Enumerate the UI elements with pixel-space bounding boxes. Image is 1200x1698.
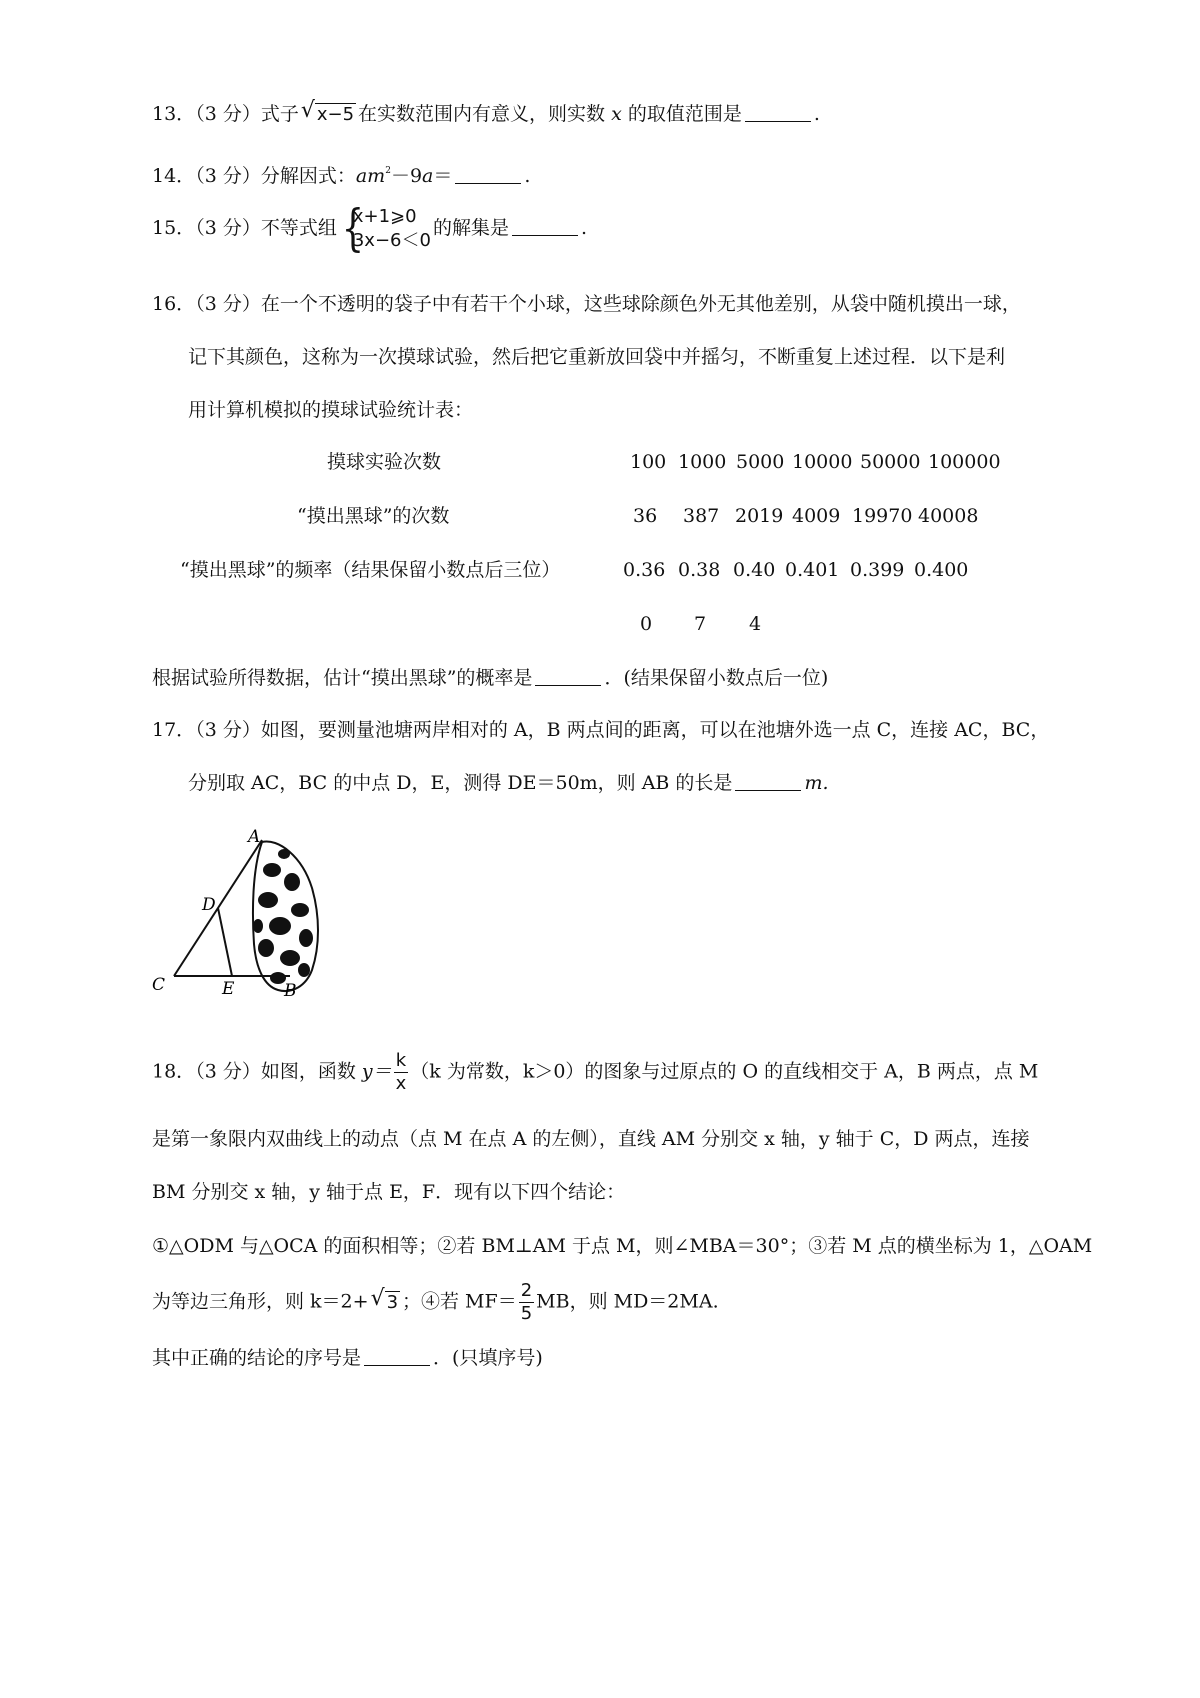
question-18-line-2: 是第一象限内双曲线上的动点（点 M 在点 A 的左侧），直线 AM 分别交 x 轴，y 轴于 C，D 两点，连接 [152,1128,1030,1150]
question-text: 分解因式： [260,165,356,187]
expression-rest: －9 [390,165,423,187]
table-cell-wrap: 7 [694,613,707,635]
pond-figure [152,827,360,1010]
question-18-line-5 [152,1280,719,1325]
inequality-system [339,199,431,257]
question-text: 为等边三角形，则 k＝2+ [152,1290,369,1313]
question-score: （3 分） [195,217,261,239]
question-text: 式子 [260,103,299,125]
question-text: 根据试验所得数据，估计“摸出黑球”的概率是 [152,667,533,689]
question-17-line-2 [188,769,829,797]
answer-blank [364,1345,430,1366]
question-text: 的取值范围是 [627,103,742,125]
question-16-line-3: 用计算机模拟的摸球试验统计表： [188,399,474,421]
question-text: 其中正确的结论的序号是 [152,1347,362,1369]
label-a: A [248,827,261,847]
question-16-line-4 [152,664,828,692]
question-text: MB，则 MD＝2MA. [536,1290,719,1313]
question-13 [152,100,820,129]
answer-blank [535,665,601,686]
question-number: 13． [152,103,196,125]
square-root-expression: √ x−5 [300,98,355,125]
table-cell: 0.36 [623,559,666,581]
fraction-denominator: 5 [520,1303,533,1324]
table-row-label: 摸球实验次数 [327,451,442,473]
question-text: 分别取 AC，BC 的中点 D，E，测得 DE＝50m，则 AB 的长是 [188,772,733,794]
fraction-two-fifths [519,1280,534,1325]
question-text: 如图，函数 [260,1060,356,1083]
label-c: C [152,975,166,995]
question-score: （3 分） [195,165,261,187]
question-score: （3 分） [195,293,261,315]
question-number: 14． [152,165,196,187]
segment-de [218,908,232,976]
label-d: D [202,895,216,915]
table-cell: 10000 [792,451,853,473]
table-cell-wrap: 4 [749,613,762,635]
question-15 [152,199,587,257]
question-18-line-1 [152,1050,1038,1095]
table-cell: 0.40 [733,559,776,581]
period: . [580,217,587,239]
question-16-line-1 [152,290,1021,318]
table-cell: 100000 [928,451,1001,473]
table-cell: 387 [683,505,720,527]
table-cell: 100 [630,451,667,473]
table-cell: 0.399 [850,559,905,581]
radicand: 3 [386,1291,399,1313]
question-score: （3 分） [195,719,261,741]
answer-blank [745,101,811,122]
question-number: 17． [152,719,196,741]
period: . [524,165,531,187]
table-cell: 2019 [735,505,784,527]
table-row-label: “摸出黑球”的频率（结果保留小数点后三位） [180,559,561,581]
function-y: y＝ [361,1060,392,1083]
question-number: 18． [152,1060,196,1083]
question-18-line-6 [152,1344,543,1372]
question-number: 16． [152,293,196,315]
table-cell: 0.38 [678,559,721,581]
answer-blank [512,215,578,236]
table-cell: 1000 [678,451,727,473]
exponent: 2 [385,166,391,176]
question-score: （3 分） [195,1060,261,1083]
inequality-row-1: x+1⩾0 [352,206,417,227]
fraction-numerator: 2 [520,1280,533,1301]
table-row-label: “摸出黑球”的次数 [297,505,450,527]
fraction-denominator: x [395,1073,407,1094]
expression-a: a [422,165,434,187]
fraction-k-over-x [394,1050,409,1095]
fraction-numerator: k [395,1050,407,1071]
question-number: 15． [152,217,196,239]
expression-am: am [355,165,386,187]
question-18-line-3: BM 分别交 x 轴，y 轴于点 E，F．现有以下四个结论： [152,1181,626,1203]
answer-blank [735,770,801,791]
unit: m. [804,772,829,794]
brace-icon: { [341,199,364,257]
question-score: （3 分） [195,103,261,125]
question-17-line-1 [152,716,1049,744]
answer-blank [455,163,521,184]
inequality-row-2: 3x−6＜0 [352,230,431,251]
table-cell: 19970 [852,505,913,527]
table-cell: 40008 [918,505,979,527]
question-text: （k 为常数，k＞0）的图象与过原点的 O 的直线相交于 A，B 两点，点 M [410,1060,1039,1083]
question-text: ．(只填序号) [433,1347,543,1369]
table-cell: 36 [633,505,658,527]
equals-sign: ＝ [433,165,453,187]
question-text: 在实数范围内有意义，则实数 [358,103,606,125]
table-cell-wrap: 0 [640,613,653,635]
table-cell: 0.401 [785,559,840,581]
label-b: B [284,981,297,1001]
question-14 [152,157,530,190]
question-text: 不等式组 [260,217,337,239]
question-text: 的解集是 [432,217,509,239]
question-text: 如图，要测量池塘两岸相对的 A，B 两点间的距离，可以在池塘外选一点 C，连接 AC，BC， [260,719,1050,741]
table-cell: 5000 [736,451,785,473]
question-text: ；④若 MF＝ [402,1290,517,1313]
question-18-line-4: ①△ODM 与△OCA 的面积相等；②若 BM⊥AM 于点 M，则∠MBA＝30°；③若 M 点的横坐标为 1，△OAM [152,1235,1093,1257]
question-16-line-2: 记下其颜色，这称为一次摸球试验，然后把它重新放回袋中并摇匀，不断重复上述过程．以下是利 [188,346,1006,368]
radicand: x−5 [316,104,355,125]
table-cell: 50000 [860,451,921,473]
table-cell: 4009 [792,505,841,527]
question-text: ．(结果保留小数点后一位) [604,667,829,689]
question-text: 在一个不透明的袋子中有若干个小球，这些球除颜色外无其他差别，从袋中随机摸出一球， [260,293,1021,315]
period: . [813,103,820,125]
variable: x [611,103,622,125]
table-cell: 0.400 [914,559,969,581]
square-root-expression: √ 3 [370,1285,399,1313]
label-e: E [222,979,235,999]
